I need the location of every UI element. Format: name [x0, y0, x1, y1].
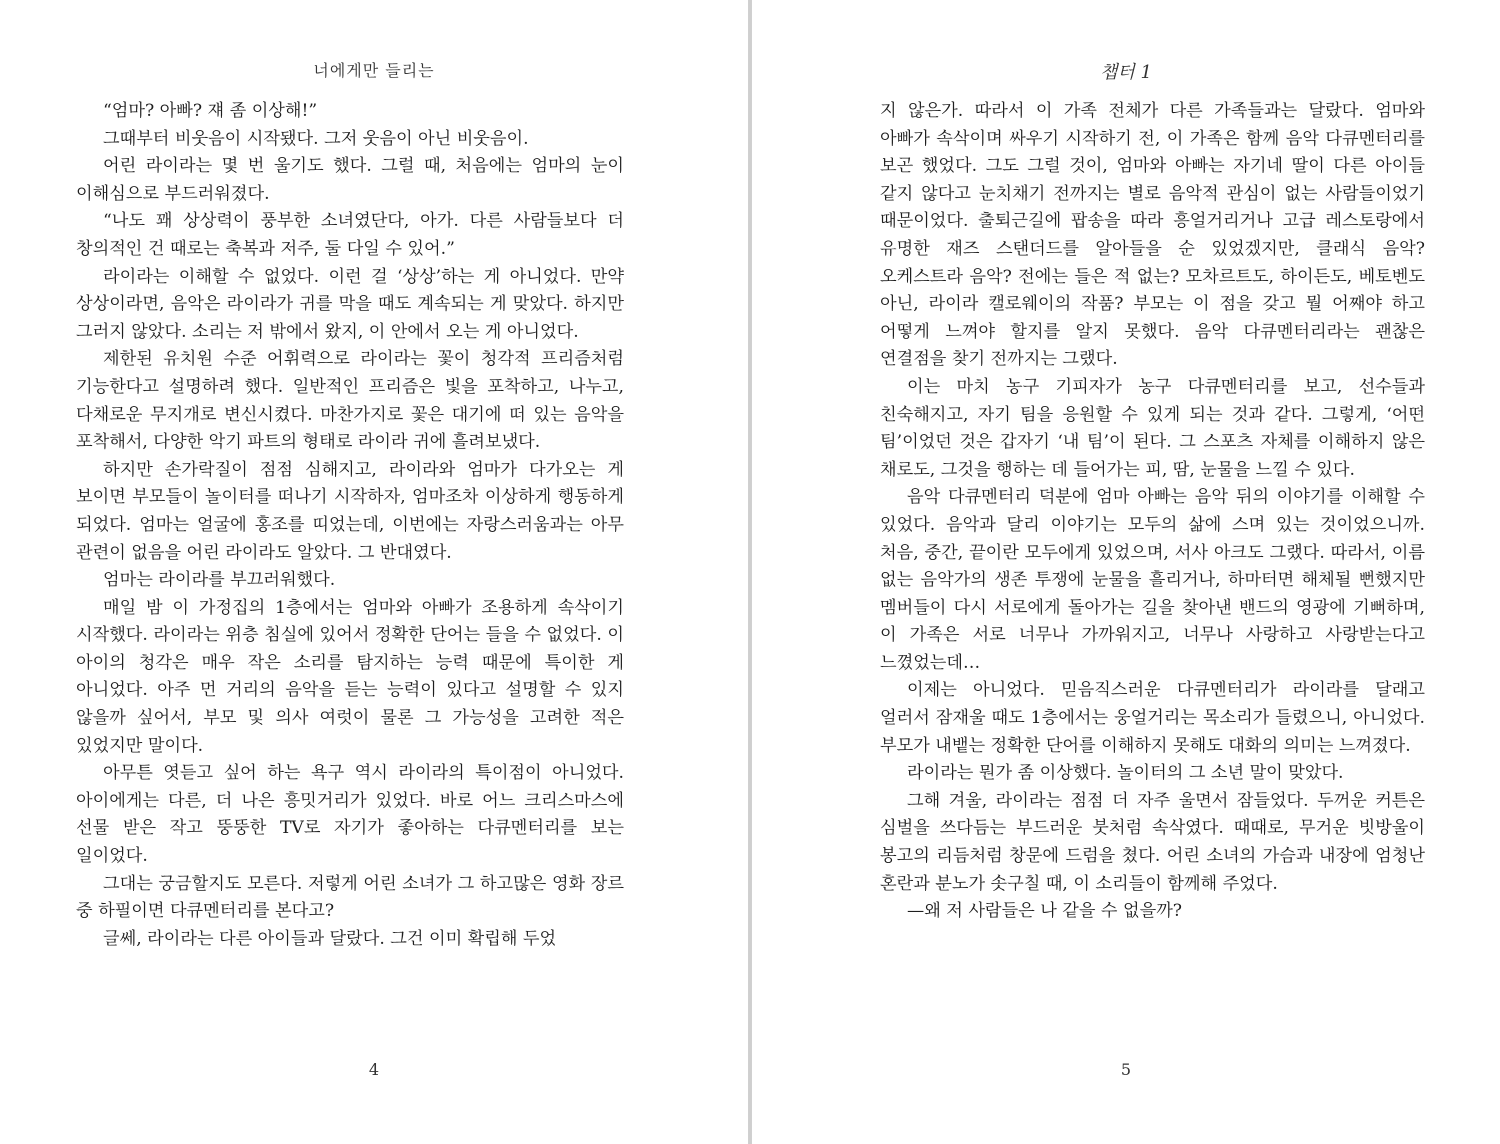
paragraph: 엄마는 라이라를 부끄러워했다. — [103, 570, 336, 591]
paragraph: 아무튼 엿듣고 싶어 하는 욕구 역시 라이라의 특이점이 아니었다. 아이에게는 다른, 더 나은 흥밋거리가 있었다. 바로 어느 크리스마스에 선물 받은 작고 뚱뚱한 TV로 자기가 좋아하는 다큐멘터리를 보는 일이었다. — [76, 763, 624, 867]
paragraph: 라이라는 이해할 수 없었다. 이런 걸 ‘상상’하는 게 아니었다. 만약 상상이라면, 음악은 라이라가 귀를 막을 때도 계속되는 게 맞았다. 하지만 그러지 않았다. 소리는 저 밖에서 왔지, 이 안에서 오는 게 아니었다. — [76, 266, 624, 342]
paragraph: 제한된 유치원 수준 어휘력으로 라이라는 꽃이 청각적 프리즘처럼 기능한다고 설명하려 했다. 일반적인 프리즘은 빛을 포착하고, 나누고, 다채로운 무지개로 변신시켰다. 마찬가지로 꽃은 대기에 떠 있는 음악을 포착해서, 다양한 악기 파트의 형태로 라이라 귀에 흘려보냈다. — [76, 349, 624, 453]
paragraph: 하지만 손가락질이 점점 심해지고, 라이라와 엄마가 다가오는 게 보이면 부모들이 놀이터를 떠나기 시작하자, 엄마조차 이상하게 행동하게 되었다. 엄마는 얼굴에 홍조를 띠었는데, 이번에는 자랑스러움과는 아무 관련이 없음을 어린 라이라도 알았다. 그 반대였다. — [76, 459, 624, 563]
page-number-left: 4 — [368, 1060, 380, 1079]
paragraph: “나도 꽤 상상력이 풍부한 소녀였단다, 아가. 다른 사람들보다 더 창의적인 건 때로는 축복과 저주, 둘 다일 수 있어.” — [76, 211, 624, 259]
right-page-body — [880, 98, 1425, 926]
running-head-book-title: 너에게만 들리는 — [313, 61, 435, 80]
paragraph: 어린 라이라는 몇 번 울기도 했다. 그럴 때, 처음에는 엄마의 눈이 이해심으로 부드러워졌다. — [76, 156, 624, 204]
paragraph: 라이라는 뭔가 좀 이상했다. 놀이터의 그 소년 말이 맞았다. — [907, 763, 1344, 784]
paragraph: “엄마? 아빠? 쟤 좀 이상해!” — [103, 101, 318, 121]
paragraph: —왜 저 사람들은 나 같을 수 없을까? — [907, 901, 1183, 922]
right-page — [751, 0, 1500, 1144]
paragraph: 그해 겨울, 라이라는 점점 더 자주 울면서 잠들었다. 두꺼운 커튼은 심벌을 쓰다듬는 부드러운 붓처럼 속삭였다. 때때로, 무거운 빗방울이 봉고의 리듬처럼 창문에 드럼을 쳤다. 어린 소녀의 가슴과 내장에 엄청난 혼란과 분노가 솟구칠 때, 이 소리들이 함께해 주었다. — [880, 790, 1425, 894]
left-page — [0, 0, 749, 1144]
paragraph: 글쎄, 라이라는 다른 아이들과 달랐다. 그건 이미 확립해 두었 — [103, 928, 557, 949]
paragraph: 매일 밤 이 가정집의 1층에서는 엄마와 아빠가 조용하게 속삭이기 시작했다. 라이라는 위층 침실에 있어서 정확한 단어는 들을 수 없었다. 이 아이의 청각은 매우 작은 소리를 탐지하는 능력 때문에 특이한 게 아니었다. 아주 먼 거리의 음악을 듣는 능력이 있다고 설명할 수 있지 않을까 싶어서, 부모 및 의사 여럿이 물론 그 가능성을 고려한 적은 있었지만 말이다. — [76, 597, 624, 756]
paragraph: 이는 마치 농구 기피자가 농구 다큐멘터리를 보고, 선수들과 친숙해지고, 자기 팀을 응원할 수 있게 되는 것과 같다. 그렇게, ‘어떤 팀’이었던 것은 갑자기 ‘내 팀’이 된다. 그 스포츠 자체를 이해하지 않은 채로도, 그것을 행하는 데 들어가는 피, 땀, 눈물을 느낄 수 있다. — [880, 376, 1425, 480]
paragraph: 그때부터 비웃음이 시작됐다. 그저 웃음이 아닌 비웃음이. — [103, 128, 529, 149]
paragraph: 그대는 궁금할지도 모른다. 저렇게 어린 소녀가 그 하고많은 영화 장르 중 하필이면 다큐멘터리를 본다고? — [76, 873, 624, 922]
left-page-body — [76, 98, 624, 953]
running-head-chapter: 챕터 1 — [1100, 62, 1152, 83]
paragraph: 이제는 아니었다. 믿음직스러운 다큐멘터리가 라이라를 달래고 얼러서 잠재울 때도 1층에서는 웅얼거리는 목소리가 들렸으니, 아니었다. 부모가 내뱉는 정확한 단어를 이해하지 못해도 대화의 의미는 느껴졌다. — [880, 680, 1425, 756]
page-number-right: 5 — [1120, 1060, 1132, 1079]
paragraph-continued: 지 않은가. 따라서 이 가족 전체가 다른 가족들과는 달랐다. 엄마와 아빠가 속삭이며 싸우기 시작하기 전, 이 가족은 함께 음악 다큐멘터리를 보곤 했었다. 그도 그럴 것이, 엄마와 아빠는 자기네 딸이 다른 아이들 같지 않다고 눈치채기 전까지는 별로 음악적 관심이 없는 사람들이었기 때문이었다. 출퇴근길에 팝송을 따라 흥얼거리거나 고급 레스토랑에서 유명한 재즈 스탠더드를 알아들을 순 있었겠지만, 클래식 음악? 오케스트라 음악? 전에는 들은 적 없는? 모차르트도, 하이든도, 베토벤도 아닌, 라이라 캘로웨이의 작품? 부모는 이 점을 갖고 뭘 어째야 하고 어떻게 느껴야 할지를 알지 못했다. 음악 다큐멘터리라는 괜찮은 연결점을 찾기 전까지는 그랬다. — [880, 101, 1425, 370]
paragraph: 음악 다큐멘터리 덕분에 엄마 아빠는 음악 뒤의 이야기를 이해할 수 있었다. 음악과 달리 이야기는 모두의 삶에 스며 있는 것이었으니까. 처음, 중간, 끝이란 모두에게 있었으며, 서사 아크도 그랬다. 따라서, 이름 없는 음악가의 생존 투쟁에 눈물을 흘리거나, 하마터면 해체될 뻔했지만 멤버들이 다시 서로에게 돌아가는 길을 찾아낸 밴드의 영광에 기뻐하며, 이 가족은 서로 너무나 가까워지고, 너무나 사랑하고 사랑받는다고 느꼈었는데… — [880, 487, 1425, 673]
